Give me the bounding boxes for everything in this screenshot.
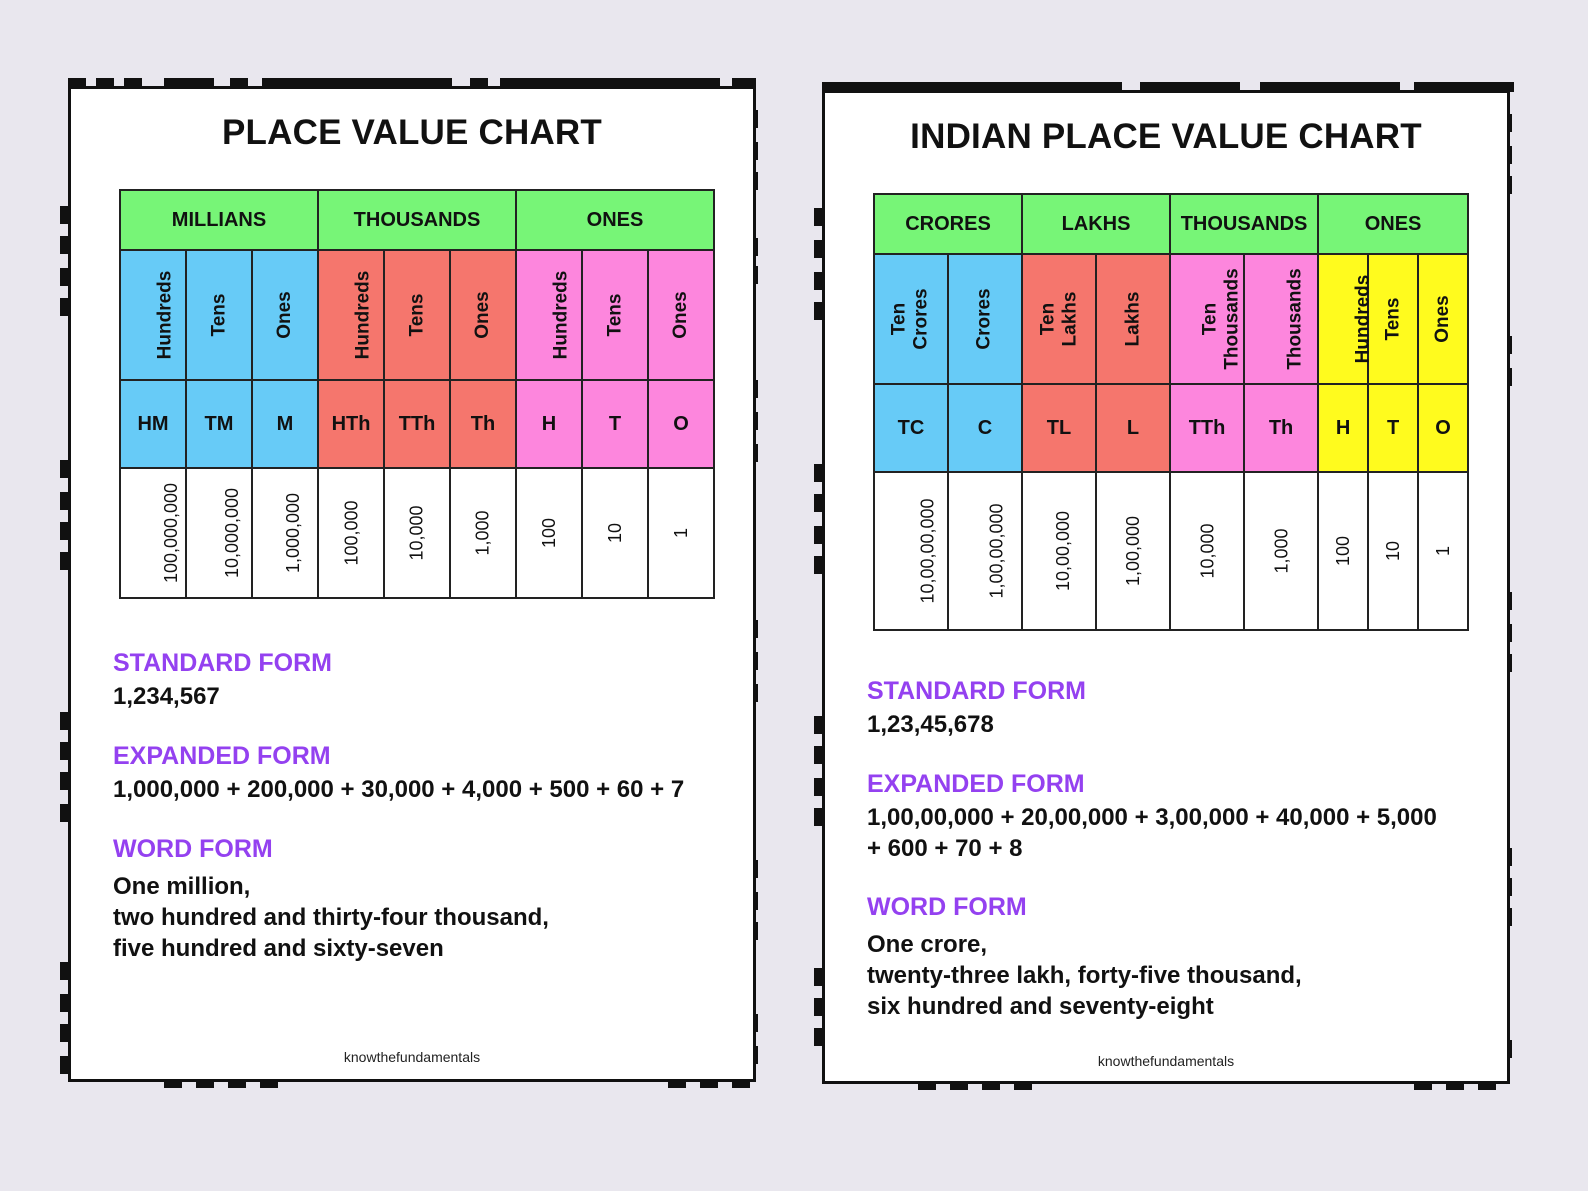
group-header-lakhs: LAKHS [1022, 194, 1170, 254]
word-form-label: WORD FORM [113, 835, 273, 863]
value-cell [948, 472, 1022, 630]
value-cell [384, 468, 450, 598]
place-name-cell [120, 250, 186, 380]
abbr-cell: HTh [318, 380, 384, 468]
group-header-thousands: THOUSANDS [1170, 194, 1318, 254]
place-name-cell [648, 250, 714, 380]
group-header-thousands: THOUSANDS [318, 190, 516, 250]
standard-form-value: 1,234,567 [113, 683, 220, 710]
abbr-cell: O [1418, 384, 1468, 472]
abbr-cell: M [252, 380, 318, 468]
place-value: 10,00,00,000 [917, 497, 938, 604]
place-name-cell [582, 250, 648, 380]
place-name-cell [1368, 254, 1418, 384]
place-name-cell [318, 250, 384, 380]
place-name: Ten Thousands [1199, 268, 1243, 370]
word-form-line: twenty-three lakh, forty-five thousand, [867, 962, 1302, 989]
word-form-label: WORD FORM [867, 893, 1027, 921]
place-name-cell [1244, 254, 1318, 384]
word-form-line: One crore, [867, 931, 988, 958]
abbr-cell: TTh [384, 380, 450, 468]
place-value: 100,000,000 [161, 482, 182, 583]
value-cell [1022, 472, 1096, 630]
place-name-cell [252, 250, 318, 380]
place-value: 1,000 [473, 509, 494, 556]
place-name: Tens [1382, 297, 1404, 341]
place-name: Ones [472, 291, 494, 339]
right-card [822, 90, 1510, 1084]
place-value: 10 [1383, 540, 1404, 561]
word-form-line: two hundred and thirty-four thousand, [113, 904, 549, 931]
place-name-cell [1418, 254, 1468, 384]
place-value: 1,00,000 [1123, 515, 1144, 586]
place-value: 1,000 [1271, 527, 1292, 574]
word-form-line: five hundred and sixty-seven [113, 935, 444, 962]
place-name-cell [516, 250, 582, 380]
place-name: Lakhs [1122, 291, 1144, 347]
place-value: 1 [671, 527, 692, 538]
abbr-cell: Th [450, 380, 516, 468]
value-cell [516, 468, 582, 598]
abbr-cell: T [582, 380, 648, 468]
place-name-cell [1022, 254, 1096, 384]
value-cell [874, 472, 948, 630]
abbr-cell: O [648, 380, 714, 468]
word-form-value [113, 871, 549, 964]
abbr-cell: L [1096, 384, 1170, 472]
abbr-cell: Th [1244, 384, 1318, 472]
place-name: Tens [406, 293, 428, 337]
abbr-cell: TTh [1170, 384, 1244, 472]
expanded-form-line: 1,00,00,000 + 20,00,000 + 3,00,000 + 40,000 + 5,000 [867, 804, 1437, 831]
place-name: Ten Crores [889, 288, 932, 350]
place-name: Hundreds [550, 270, 572, 360]
value-cell [1368, 472, 1418, 630]
place-name: Ones [670, 291, 692, 339]
place-name: Hundreds [1352, 274, 1374, 364]
place-name-cell [1096, 254, 1170, 384]
right-footer: knowthefundamentals [1097, 1053, 1235, 1069]
value-cell [450, 468, 516, 598]
left-footer: knowthefundamentals [343, 1049, 481, 1065]
place-name: Hundreds [154, 270, 176, 360]
place-name: Crores [974, 288, 995, 350]
abbr-cell: TC [874, 384, 948, 472]
right-place-value-table [873, 193, 1469, 631]
abbr-cell: C [948, 384, 1022, 472]
value-cell [1318, 472, 1368, 630]
place-value: 1 [1433, 545, 1454, 556]
expanded-form-value [867, 802, 1437, 864]
value-cell [252, 468, 318, 598]
place-name-cell [1318, 254, 1374, 384]
value-cell [1096, 472, 1170, 630]
place-name-cell [450, 250, 516, 380]
place-name-cell [948, 254, 1022, 384]
right-card-title: INDIAN PLACE VALUE CHART [910, 117, 1422, 156]
word-form-value [867, 929, 1302, 1022]
place-name: Tens [208, 293, 229, 337]
place-name: Tens [604, 293, 626, 337]
place-value: 10 [605, 522, 626, 543]
abbr-cell: TM [186, 380, 252, 468]
place-name: Hundreds [352, 270, 374, 360]
place-value: 100 [539, 517, 560, 548]
place-value: 10,000,000 [222, 487, 243, 578]
place-name: Thousands [1284, 268, 1306, 370]
expanded-form-line: + 600 + 70 + 8 [867, 835, 1023, 862]
place-name-cell [186, 250, 252, 380]
abbr-cell: T [1368, 384, 1418, 472]
value-cell [318, 468, 384, 598]
value-cell [1418, 472, 1468, 630]
group-header-ones: ONES [516, 190, 714, 250]
left-card [68, 86, 756, 1082]
place-value: 100,000 [341, 499, 362, 566]
group-header-millions: MILLIANS [120, 190, 318, 250]
standard-form-label: STANDARD FORM [113, 649, 332, 677]
place-name-cell [384, 250, 450, 380]
group-header-crores: CRORES [874, 194, 1022, 254]
value-cell [648, 468, 714, 598]
value-cell [120, 468, 186, 598]
group-header-ones: ONES [1318, 194, 1468, 254]
expanded-form-label: EXPANDED FORM [867, 770, 1085, 798]
value-cell [1244, 472, 1318, 630]
value-cell [1170, 472, 1244, 630]
value-cell [582, 468, 648, 598]
place-name: Ones [1432, 295, 1454, 343]
place-value: 1,000,000 [283, 492, 304, 573]
standard-form-label: STANDARD FORM [867, 677, 1086, 705]
word-form-line: One million, [113, 873, 251, 900]
standard-form-value: 1,23,45,678 [867, 711, 994, 738]
place-value: 100 [1333, 535, 1354, 566]
left-place-value-table [119, 189, 715, 599]
abbr-cell: H [1318, 384, 1368, 472]
abbr-cell: H [516, 380, 582, 468]
place-name-cell [874, 254, 948, 384]
abbr-cell: TL [1022, 384, 1096, 472]
expanded-form-value: 1,000,000 + 200,000 + 30,000 + 4,000 + 500 + 60 + 7 [113, 776, 685, 803]
place-value: 10,00,000 [1053, 510, 1074, 591]
place-value: 10,000 [1197, 522, 1218, 579]
place-name: Ten Lakhs [1037, 291, 1081, 347]
abbr-cell: HM [120, 380, 186, 468]
expanded-form-label: EXPANDED FORM [113, 742, 331, 770]
word-form-line: six hundred and seventy-eight [867, 993, 1214, 1020]
place-value: 10,000 [407, 504, 428, 561]
place-name: Ones [274, 291, 295, 339]
place-value: 1,00,00,000 [986, 502, 1007, 599]
place-name-cell [1170, 254, 1244, 384]
value-cell [186, 468, 252, 598]
left-card-title: PLACE VALUE CHART [222, 113, 602, 152]
